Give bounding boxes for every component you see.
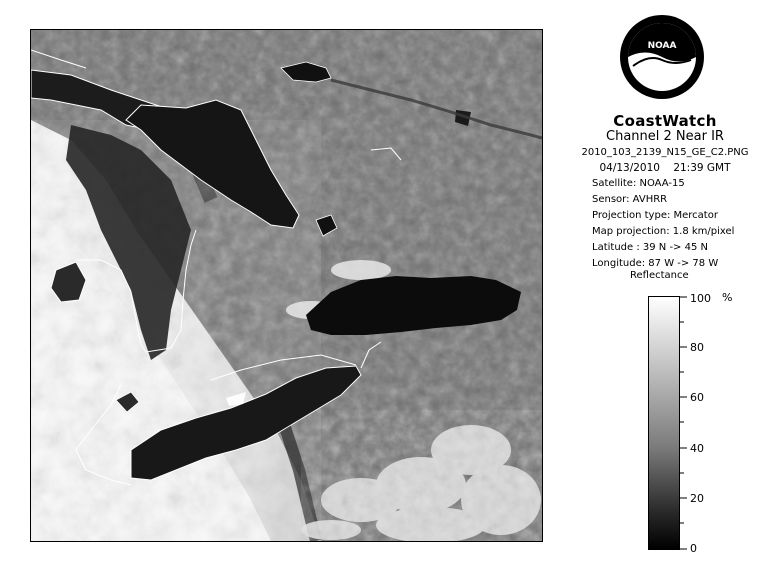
- meta-longitude: Longitude: 87 W -> 78 W: [592, 258, 719, 269]
- tick-label: 40: [690, 442, 704, 455]
- noaa-logo-icon: [619, 14, 705, 100]
- filename: 2010_103_2139_N15_GE_C2.PNG: [581, 147, 749, 158]
- tick-label: 0: [690, 542, 697, 555]
- tick-label: 80: [690, 341, 704, 354]
- tick-label: 20: [690, 492, 704, 505]
- colorbar: [648, 296, 680, 550]
- satellite-image: [30, 29, 543, 542]
- channel-title: Channel 2 Near IR: [606, 129, 724, 144]
- meta-map-projection: Map projection: 1.8 km/pixel: [592, 226, 735, 237]
- meta-projection-type: Projection type: Mercator: [592, 210, 718, 221]
- tick-label: 60: [690, 391, 704, 404]
- meta-sensor: Sensor: AVHRR: [592, 194, 668, 205]
- colorbar-ticks: [680, 296, 720, 552]
- tick-label: 100: [690, 292, 711, 305]
- datetime: 04/13/2010 21:39 GMT: [599, 162, 731, 174]
- meta-satellite: Satellite: NOAA-15: [592, 178, 685, 189]
- logo-text: NOAA: [647, 41, 677, 51]
- meta-latitude: Latitude : 39 N -> 45 N: [592, 242, 708, 253]
- product-title: CoastWatch: [613, 112, 717, 130]
- colorbar-unit: %: [722, 291, 733, 304]
- colorbar-title: Reflectance: [630, 270, 689, 281]
